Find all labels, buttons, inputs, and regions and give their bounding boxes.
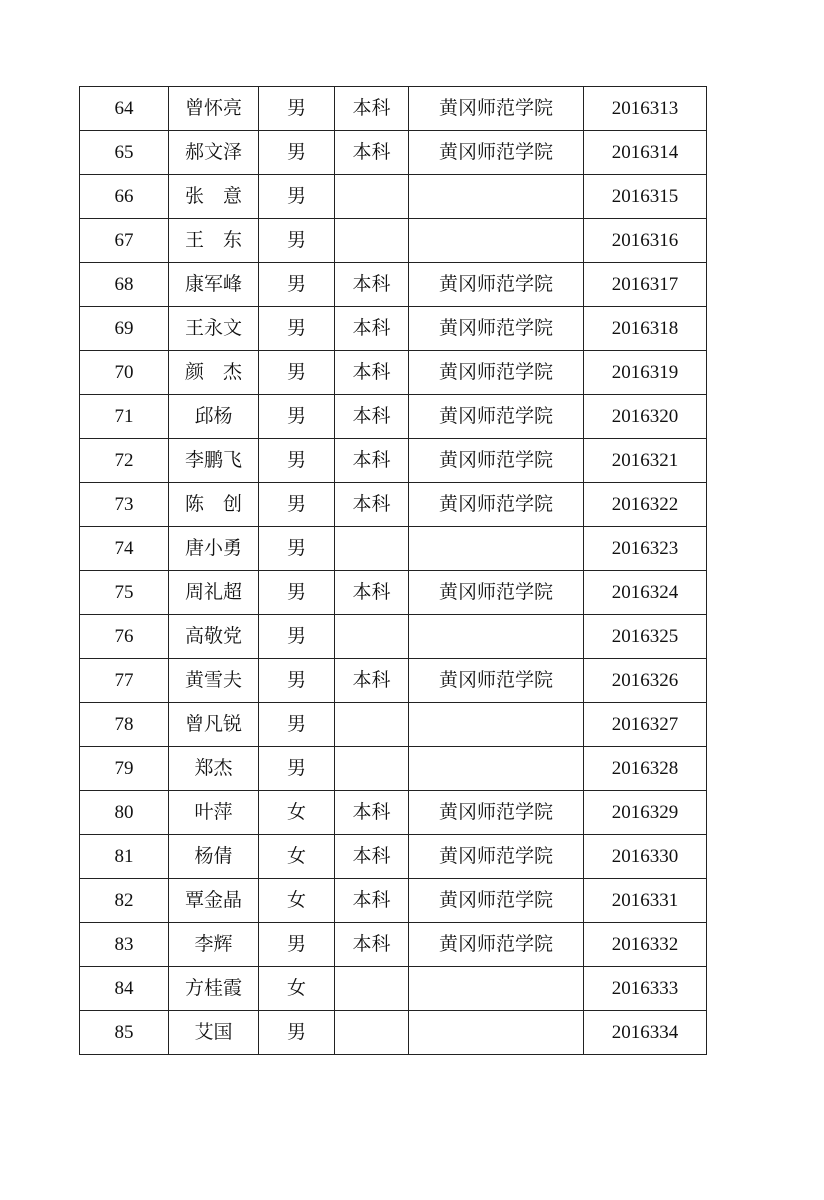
school-cell: 黄冈师范学院 [409, 571, 584, 615]
table-row [80, 263, 707, 307]
table-row [80, 351, 707, 395]
id-number-cell: 2016316 [584, 219, 707, 263]
table-row [80, 307, 707, 351]
education-cell: 本科 [335, 923, 409, 967]
id-number-cell: 2016330 [584, 835, 707, 879]
education-cell: 本科 [335, 659, 409, 703]
row-number-cell: 76 [80, 615, 169, 659]
education-cell [335, 527, 409, 571]
gender-cell: 男 [259, 351, 335, 395]
gender-cell: 男 [259, 307, 335, 351]
school-cell: 黄冈师范学院 [409, 351, 584, 395]
name-cell: 郑杰 [169, 747, 259, 791]
school-cell [409, 967, 584, 1011]
gender-cell: 男 [259, 923, 335, 967]
school-cell [409, 703, 584, 747]
id-number-cell: 2016331 [584, 879, 707, 923]
id-number-cell: 2016319 [584, 351, 707, 395]
gender-cell: 男 [259, 175, 335, 219]
row-number-cell: 64 [80, 87, 169, 131]
row-number-cell: 68 [80, 263, 169, 307]
roster-table-body [80, 87, 707, 1055]
id-number-cell: 2016318 [584, 307, 707, 351]
gender-cell: 男 [259, 703, 335, 747]
name-cell: 李辉 [169, 923, 259, 967]
name-cell: 曾怀亮 [169, 87, 259, 131]
name-cell: 颜 杰 [169, 351, 259, 395]
name-cell: 方桂霞 [169, 967, 259, 1011]
gender-cell: 男 [259, 527, 335, 571]
table-row [80, 175, 707, 219]
table-row [80, 967, 707, 1011]
gender-cell: 女 [259, 879, 335, 923]
name-cell: 邱杨 [169, 395, 259, 439]
id-number-cell: 2016325 [584, 615, 707, 659]
education-cell [335, 967, 409, 1011]
school-cell [409, 175, 584, 219]
name-cell: 杨倩 [169, 835, 259, 879]
row-number-cell: 67 [80, 219, 169, 263]
name-cell: 唐小勇 [169, 527, 259, 571]
row-number-cell: 74 [80, 527, 169, 571]
education-cell [335, 175, 409, 219]
row-number-cell: 82 [80, 879, 169, 923]
id-number-cell: 2016334 [584, 1011, 707, 1055]
table-row [80, 835, 707, 879]
school-cell [409, 219, 584, 263]
table-row [80, 527, 707, 571]
gender-cell: 男 [259, 571, 335, 615]
name-cell: 曾凡锐 [169, 703, 259, 747]
school-cell [409, 527, 584, 571]
id-number-cell: 2016329 [584, 791, 707, 835]
table-row [80, 439, 707, 483]
name-cell: 艾国 [169, 1011, 259, 1055]
name-cell: 陈 创 [169, 483, 259, 527]
row-number-cell: 78 [80, 703, 169, 747]
gender-cell: 男 [259, 263, 335, 307]
id-number-cell: 2016324 [584, 571, 707, 615]
table-row [80, 131, 707, 175]
table-row [80, 659, 707, 703]
id-number-cell: 2016326 [584, 659, 707, 703]
row-number-cell: 75 [80, 571, 169, 615]
education-cell [335, 615, 409, 659]
gender-cell: 男 [259, 659, 335, 703]
gender-cell: 男 [259, 87, 335, 131]
education-cell: 本科 [335, 263, 409, 307]
education-cell [335, 219, 409, 263]
table-row [80, 747, 707, 791]
id-number-cell: 2016315 [584, 175, 707, 219]
education-cell: 本科 [335, 439, 409, 483]
school-cell: 黄冈师范学院 [409, 659, 584, 703]
school-cell: 黄冈师范学院 [409, 791, 584, 835]
id-number-cell: 2016333 [584, 967, 707, 1011]
table-row [80, 87, 707, 131]
school-cell: 黄冈师范学院 [409, 395, 584, 439]
school-cell: 黄冈师范学院 [409, 263, 584, 307]
roster-table [79, 86, 707, 1055]
table-row [80, 703, 707, 747]
education-cell: 本科 [335, 307, 409, 351]
gender-cell: 男 [259, 219, 335, 263]
name-cell: 李鹏飞 [169, 439, 259, 483]
school-cell [409, 747, 584, 791]
gender-cell: 男 [259, 747, 335, 791]
gender-cell: 男 [259, 439, 335, 483]
school-cell [409, 1011, 584, 1055]
id-number-cell: 2016332 [584, 923, 707, 967]
row-number-cell: 71 [80, 395, 169, 439]
table-row [80, 219, 707, 263]
row-number-cell: 72 [80, 439, 169, 483]
id-number-cell: 2016327 [584, 703, 707, 747]
id-number-cell: 2016323 [584, 527, 707, 571]
education-cell: 本科 [335, 571, 409, 615]
table-row [80, 571, 707, 615]
education-cell: 本科 [335, 791, 409, 835]
row-number-cell: 69 [80, 307, 169, 351]
row-number-cell: 73 [80, 483, 169, 527]
row-number-cell: 84 [80, 967, 169, 1011]
school-cell: 黄冈师范学院 [409, 483, 584, 527]
name-cell: 叶萍 [169, 791, 259, 835]
gender-cell: 男 [259, 1011, 335, 1055]
table-row [80, 879, 707, 923]
education-cell: 本科 [335, 87, 409, 131]
table-row [80, 395, 707, 439]
row-number-cell: 70 [80, 351, 169, 395]
name-cell: 王永文 [169, 307, 259, 351]
school-cell: 黄冈师范学院 [409, 923, 584, 967]
education-cell: 本科 [335, 131, 409, 175]
gender-cell: 男 [259, 615, 335, 659]
id-number-cell: 2016314 [584, 131, 707, 175]
school-cell [409, 615, 584, 659]
row-number-cell: 80 [80, 791, 169, 835]
name-cell: 高敬党 [169, 615, 259, 659]
table-row [80, 615, 707, 659]
name-cell: 周礼超 [169, 571, 259, 615]
education-cell [335, 1011, 409, 1055]
id-number-cell: 2016313 [584, 87, 707, 131]
education-cell: 本科 [335, 879, 409, 923]
id-number-cell: 2016322 [584, 483, 707, 527]
id-number-cell: 2016321 [584, 439, 707, 483]
name-cell: 王 东 [169, 219, 259, 263]
row-number-cell: 77 [80, 659, 169, 703]
school-cell: 黄冈师范学院 [409, 879, 584, 923]
education-cell: 本科 [335, 395, 409, 439]
id-number-cell: 2016317 [584, 263, 707, 307]
school-cell: 黄冈师范学院 [409, 439, 584, 483]
education-cell: 本科 [335, 351, 409, 395]
gender-cell: 女 [259, 791, 335, 835]
name-cell: 覃金晶 [169, 879, 259, 923]
education-cell: 本科 [335, 483, 409, 527]
name-cell: 康军峰 [169, 263, 259, 307]
row-number-cell: 83 [80, 923, 169, 967]
row-number-cell: 65 [80, 131, 169, 175]
table-row [80, 791, 707, 835]
school-cell: 黄冈师范学院 [409, 131, 584, 175]
education-cell [335, 703, 409, 747]
name-cell: 张 意 [169, 175, 259, 219]
row-number-cell: 79 [80, 747, 169, 791]
row-number-cell: 66 [80, 175, 169, 219]
id-number-cell: 2016320 [584, 395, 707, 439]
row-number-cell: 85 [80, 1011, 169, 1055]
school-cell: 黄冈师范学院 [409, 835, 584, 879]
school-cell: 黄冈师范学院 [409, 307, 584, 351]
table-row [80, 923, 707, 967]
name-cell: 郝文泽 [169, 131, 259, 175]
table-row [80, 1011, 707, 1055]
gender-cell: 男 [259, 131, 335, 175]
school-cell: 黄冈师范学院 [409, 87, 584, 131]
gender-cell: 女 [259, 967, 335, 1011]
row-number-cell: 81 [80, 835, 169, 879]
name-cell: 黄雪夫 [169, 659, 259, 703]
gender-cell: 男 [259, 395, 335, 439]
table-row [80, 483, 707, 527]
gender-cell: 男 [259, 483, 335, 527]
education-cell: 本科 [335, 835, 409, 879]
id-number-cell: 2016328 [584, 747, 707, 791]
education-cell [335, 747, 409, 791]
gender-cell: 女 [259, 835, 335, 879]
